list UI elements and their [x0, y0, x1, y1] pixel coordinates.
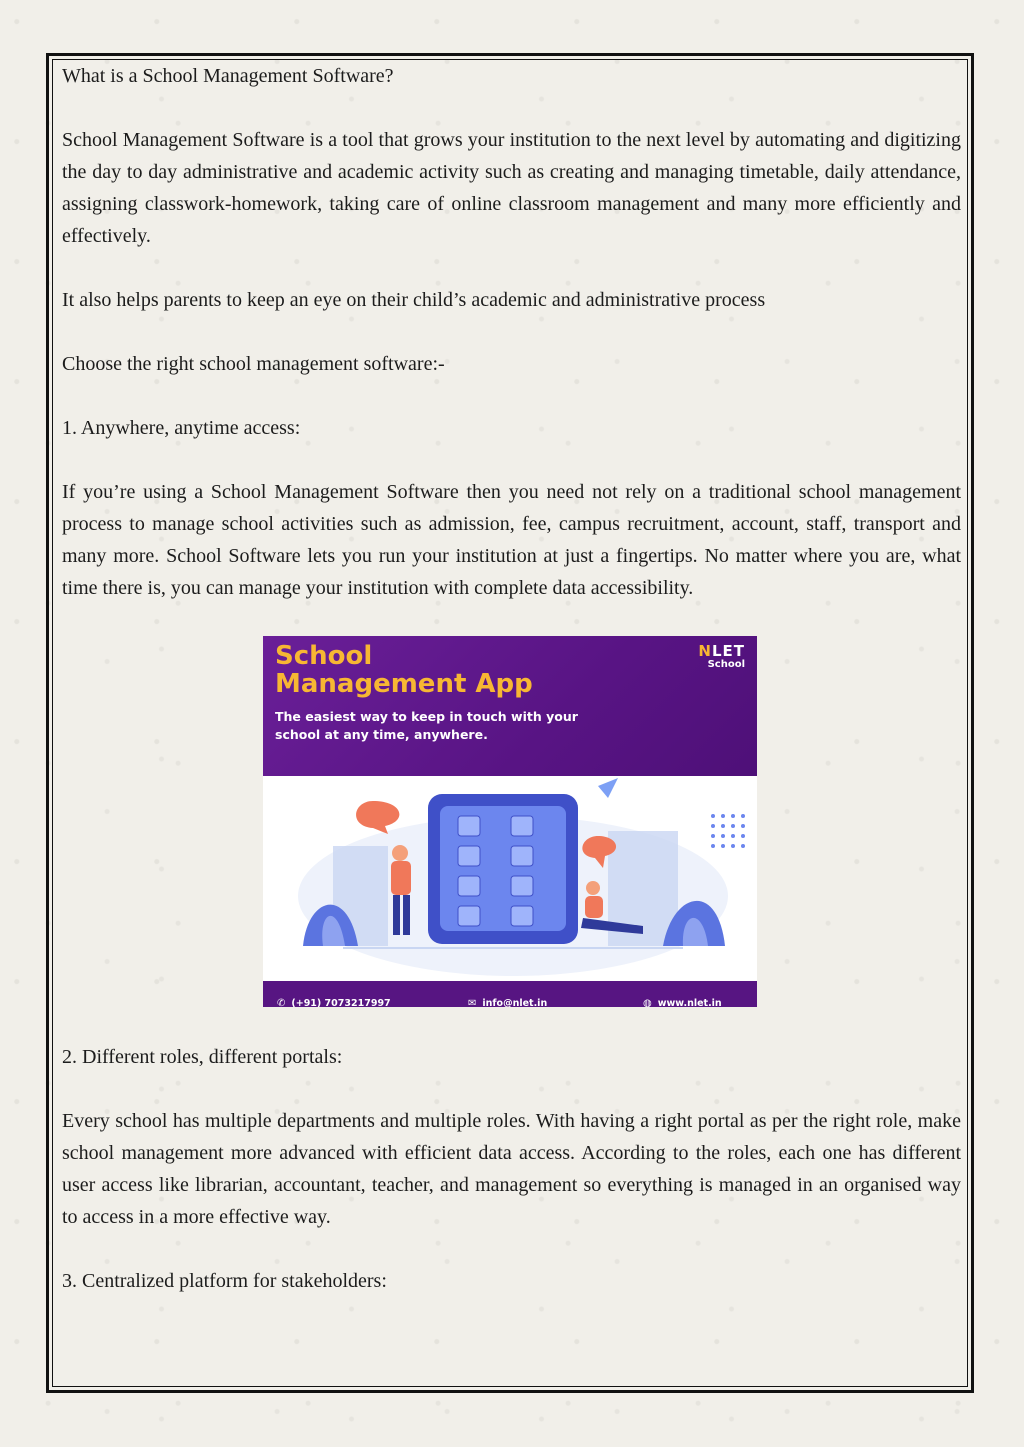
document-body: [62, 60, 961, 1329]
paragraph-roles: Every school has multiple departments and multiple roles. With having a right portal as per the right role, make school management more advanced with efficient data access. According to the roles, each one has different user access like librarian, accountant, teacher, and management so everything is managed in an organised way to access in a more effective way.: [62, 1110, 961, 1228]
paragraph-choose: Choose the right school management software:-: [62, 353, 445, 375]
promo-footer: [263, 981, 757, 1007]
footer-website-text: www.nlet.in: [657, 998, 722, 1007]
globe-icon: ◍: [643, 998, 652, 1007]
paragraph-intro: School Management Software is a tool that grows your institution to the next level by automating and digitizing the day to day administrative and academic activity such as creating and managing timetable, daily attendance, assigning classwork-homework, taking care of online classroom management and many more efficiently and effectively.: [62, 129, 961, 247]
logo-n: N: [698, 642, 712, 660]
footer-website: [643, 988, 722, 1007]
mail-icon: ✉: [468, 998, 477, 1007]
promo-banner: [263, 636, 757, 776]
phone-icon: ✆: [277, 998, 286, 1007]
footer-phone-text: (+91) 7073217997: [291, 998, 391, 1007]
footer-email-text: info@nlet.in: [482, 998, 548, 1007]
promo-image: [263, 636, 757, 1007]
footer-phone: [277, 988, 391, 1007]
paragraph-parents: It also helps parents to keep an eye on their child’s academic and administrative process: [62, 289, 766, 311]
footer-email: [468, 988, 547, 1007]
section-heading-1: 1. Anywhere, anytime access:: [62, 417, 301, 439]
paragraph-access: If you’re using a School Management Software then you need not rely on a traditional school management process to manage school activities such as admission, fee, campus recruitment, account, staff, transport and many more. School Software lets you run your institution at just a fingertips. No matter where you are, what time there is, you can manage your institution with complete data accessibility.: [62, 481, 961, 599]
promo-subtitle: The easiest way to keep in touch with your school at any time, anywhere.: [275, 709, 578, 742]
logo-school: School: [707, 659, 745, 670]
logo-let: LET: [711, 642, 745, 660]
app-illustration: [263, 776, 757, 981]
section-heading-3: 3. Centralized platform for stakeholders:: [62, 1270, 387, 1292]
promo-title-line1: School: [275, 641, 373, 671]
section-heading-2: 2. Different roles, different portals:: [62, 1046, 343, 1068]
promo-title-line2: Management App: [275, 669, 533, 699]
document-heading: What is a School Management Software?: [62, 65, 394, 87]
nlet-logo: [698, 644, 745, 671]
